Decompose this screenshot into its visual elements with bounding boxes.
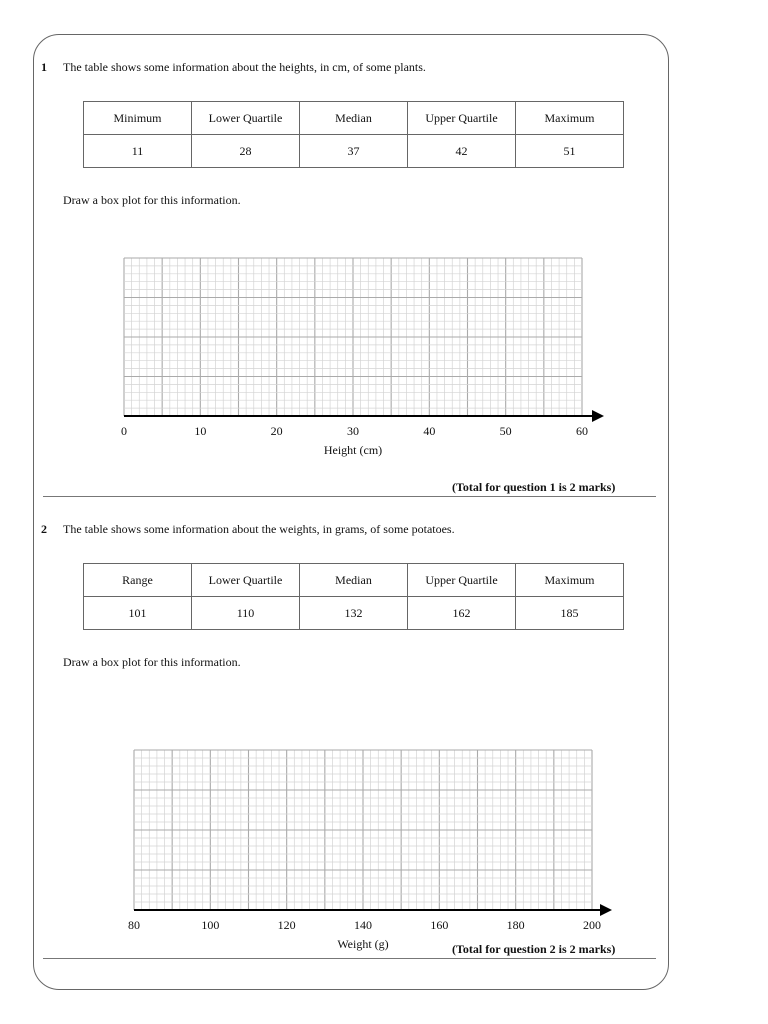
x-tick-label: 50 [499, 424, 512, 438]
question-1-number: 1 [41, 60, 47, 74]
question-1-table [83, 101, 624, 168]
question-2-instruction: Draw a box plot for this information. [63, 655, 241, 669]
table-value-row [84, 597, 624, 630]
table-header-cell: Median [300, 564, 408, 597]
x-tick-label: 10 [194, 424, 207, 438]
table-header-row [84, 564, 624, 597]
table-value-cell: 11 [84, 135, 192, 168]
table-header-row [84, 102, 624, 135]
table-header-cell: Lower Quartile [192, 102, 300, 135]
x-tick-label: 180 [506, 918, 525, 932]
table-header-cell: Lower Quartile [192, 564, 300, 597]
x-tick-label: 200 [583, 918, 601, 932]
x-tick-label: 120 [277, 918, 296, 932]
question-2-table [83, 563, 624, 630]
table-value-cell: 110 [192, 597, 300, 630]
x-tick-label: 40 [423, 424, 436, 438]
question-2-number: 2 [41, 522, 47, 536]
x-tick-label: 30 [347, 424, 359, 438]
x-axis-title: Weight (g) [337, 937, 389, 951]
question-2-divider [43, 958, 656, 959]
x-tick-label: 140 [354, 918, 372, 932]
table-value-cell: 101 [84, 597, 192, 630]
x-tick-label: 100 [201, 918, 220, 932]
x-axis-arrow-icon [592, 410, 604, 422]
x-tick-label: 160 [430, 918, 449, 932]
x-axis-title: Height (cm) [323, 443, 383, 457]
grid-lines [124, 258, 582, 416]
table-header-cell: Upper Quartile [408, 564, 516, 597]
grid-lines [134, 750, 592, 910]
table-header-cell: Median [300, 102, 408, 135]
question-1-instruction: Draw a box plot for this information. [63, 193, 241, 207]
question-1-text: The table shows some information about the heights, in cm, of some plants. [63, 60, 426, 74]
question-1-graph-paper[interactable] [110, 250, 620, 465]
table-value-cell: 37 [300, 135, 408, 168]
x-tick-label: 60 [576, 424, 588, 438]
table-value-cell: 28 [192, 135, 300, 168]
table-header-cell: Maximum [516, 564, 624, 597]
x-tick-label: 20 [270, 424, 283, 438]
table-header-cell: Range [84, 564, 192, 597]
table-value-cell: 51 [516, 135, 624, 168]
question-1-marks: (Total for question 1 is 2 marks) [452, 480, 616, 494]
table-value-row [84, 135, 624, 168]
table-header-cell: Upper Quartile [408, 102, 516, 135]
table-value-cell: 185 [516, 597, 624, 630]
x-axis-arrow-icon [600, 904, 612, 916]
table-value-cell: 132 [300, 597, 408, 630]
x-tick-label: 0 [121, 424, 127, 438]
table-value-cell: 42 [408, 135, 516, 168]
table-header-cell: Minimum [84, 102, 192, 135]
table-header-cell: Maximum [516, 102, 624, 135]
question-2-text: The table shows some information about the weights, in grams, of some potatoes. [63, 522, 455, 536]
question-1-divider [43, 496, 656, 497]
question-2-marks: (Total for question 2 is 2 marks) [452, 942, 616, 956]
x-tick-label: 80 [128, 918, 140, 932]
table-value-cell: 162 [408, 597, 516, 630]
question-2-graph-paper[interactable] [120, 742, 630, 957]
